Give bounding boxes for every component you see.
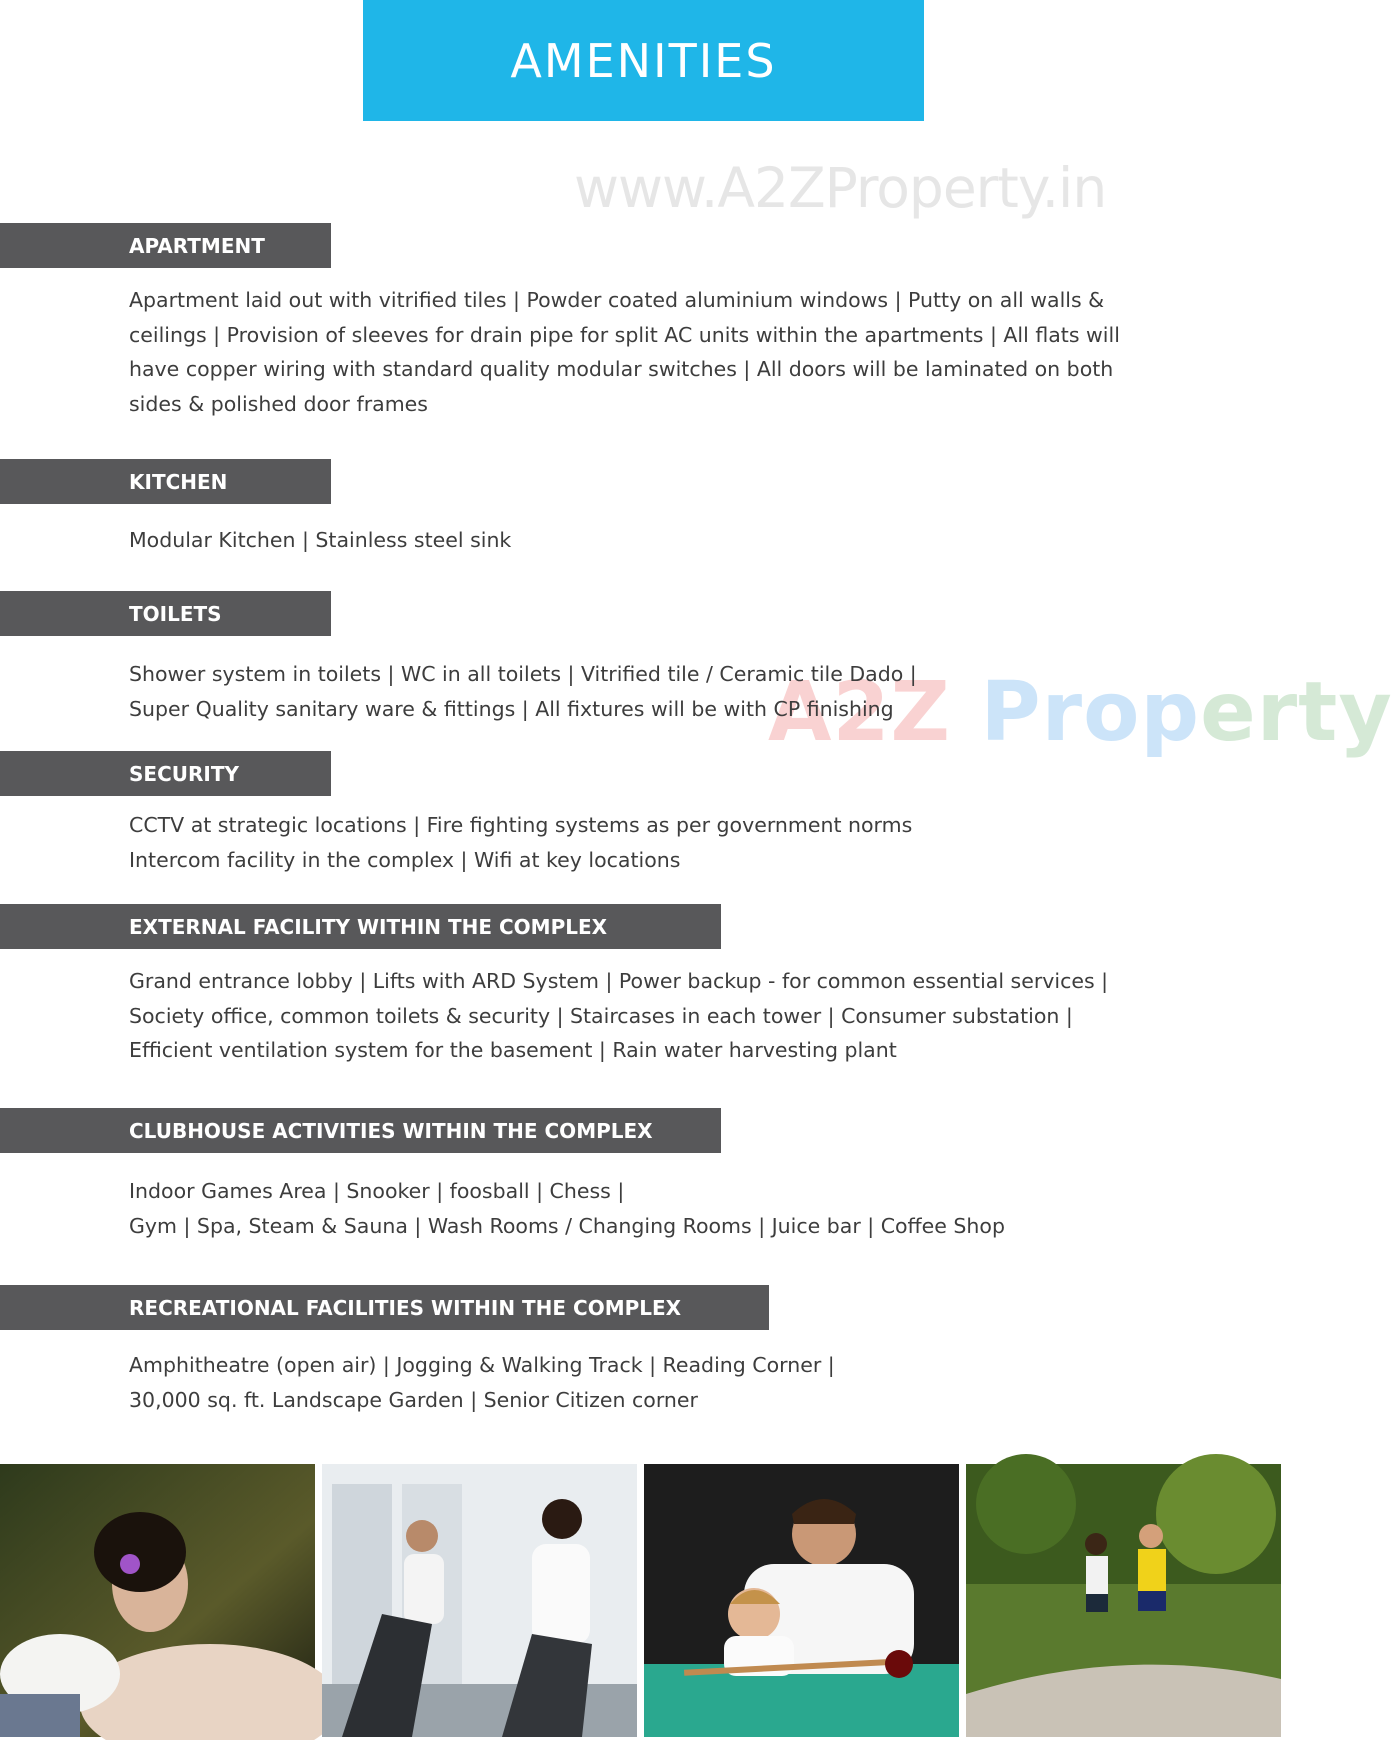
section-heading: CLUBHOUSE ACTIVITIES WITHIN THE COMPLEX bbox=[129, 1118, 653, 1143]
page-title-banner bbox=[363, 0, 924, 121]
section-heading: EXTERNAL FACILITY WITHIN THE COMPLEX bbox=[129, 914, 608, 939]
section-header-security bbox=[0, 751, 331, 796]
section-body-recreational bbox=[129, 1348, 1169, 1417]
watermark-logo-part: Prop bbox=[980, 665, 1201, 760]
section-heading: KITCHEN bbox=[129, 469, 228, 494]
section-heading: APARTMENT bbox=[129, 233, 265, 258]
photo-gym bbox=[322, 1464, 637, 1737]
section-line: ceilings | Provision of sleeves for drain pipe for split AC units within the apartments | All flats will bbox=[129, 322, 1120, 347]
watermark-url: www.A2ZProperty.in bbox=[574, 156, 1107, 220]
section-heading: TOILETS bbox=[129, 601, 222, 626]
section-header-external-facility bbox=[0, 904, 721, 949]
section-header-recreational bbox=[0, 1285, 769, 1330]
photo-jogging bbox=[966, 1464, 1281, 1737]
section-body-kitchen bbox=[129, 523, 1169, 558]
section-line: Society office, common toilets & security | Staircases in each tower | Consumer substation | bbox=[129, 1003, 1073, 1028]
watermark-logo-part: A2Z bbox=[768, 665, 951, 760]
section-line: Shower system in toilets | WC in all toilets | Vitrified tile / Ceramic tile Dado | bbox=[129, 662, 917, 686]
section-body-external-facility bbox=[129, 964, 1169, 1068]
section-line: Indoor Games Area | Snooker | foosball | Chess | bbox=[129, 1179, 625, 1203]
section-line: have copper wiring with standard quality modular switches | All doors will be laminated on both bbox=[129, 357, 1114, 381]
section-body-apartment bbox=[129, 283, 1169, 421]
section-body-clubhouse bbox=[129, 1174, 1169, 1243]
section-line: Apartment laid out with vitrified tiles | Powder coated aluminium windows | Putty on all walls & bbox=[129, 288, 1105, 312]
section-heading: SECURITY bbox=[129, 761, 239, 786]
watermark-logo-part: erty bbox=[1200, 665, 1393, 760]
section-line: Super Quality sanitary ware & fittings | All fixtures will be with CP finishing bbox=[129, 696, 894, 721]
section-line: Grand entrance lobby | Lifts with ARD System | Power backup - for common essential services | bbox=[129, 969, 1109, 993]
section-header-toilets bbox=[0, 591, 331, 636]
section-body-security bbox=[129, 808, 1169, 877]
section-line: Efficient ventilation system for the basement | Rain water harvesting plant bbox=[129, 1038, 897, 1062]
section-header-kitchen bbox=[0, 459, 331, 504]
section-heading: RECREATIONAL FACILITIES WITHIN THE COMPLEX bbox=[129, 1295, 682, 1320]
section-line: Gym | Spa, Steam & Sauna | Wash Rooms / Changing Rooms | Juice bar | Coffee Shop bbox=[129, 1213, 1005, 1238]
section-header-apartment bbox=[0, 223, 331, 268]
photo-snooker bbox=[644, 1464, 959, 1737]
section-line: Modular Kitchen | Stainless steel sink bbox=[129, 528, 512, 552]
photo-spa bbox=[0, 1464, 315, 1737]
section-line: sides & polished door frames bbox=[129, 391, 428, 416]
section-line: CCTV at strategic locations | Fire fighting systems as per government norms bbox=[129, 813, 913, 837]
section-line: Amphitheatre (open air) | Jogging & Walking Track | Reading Corner | bbox=[129, 1353, 835, 1377]
section-line: Intercom facility in the complex | Wifi at key locations bbox=[129, 847, 681, 872]
section-body-toilets bbox=[129, 657, 1169, 726]
section-header-clubhouse bbox=[0, 1108, 721, 1153]
page-title: AMENITIES bbox=[510, 33, 777, 88]
section-line: 30,000 sq. ft. Landscape Garden | Senior Citizen corner bbox=[129, 1387, 698, 1412]
